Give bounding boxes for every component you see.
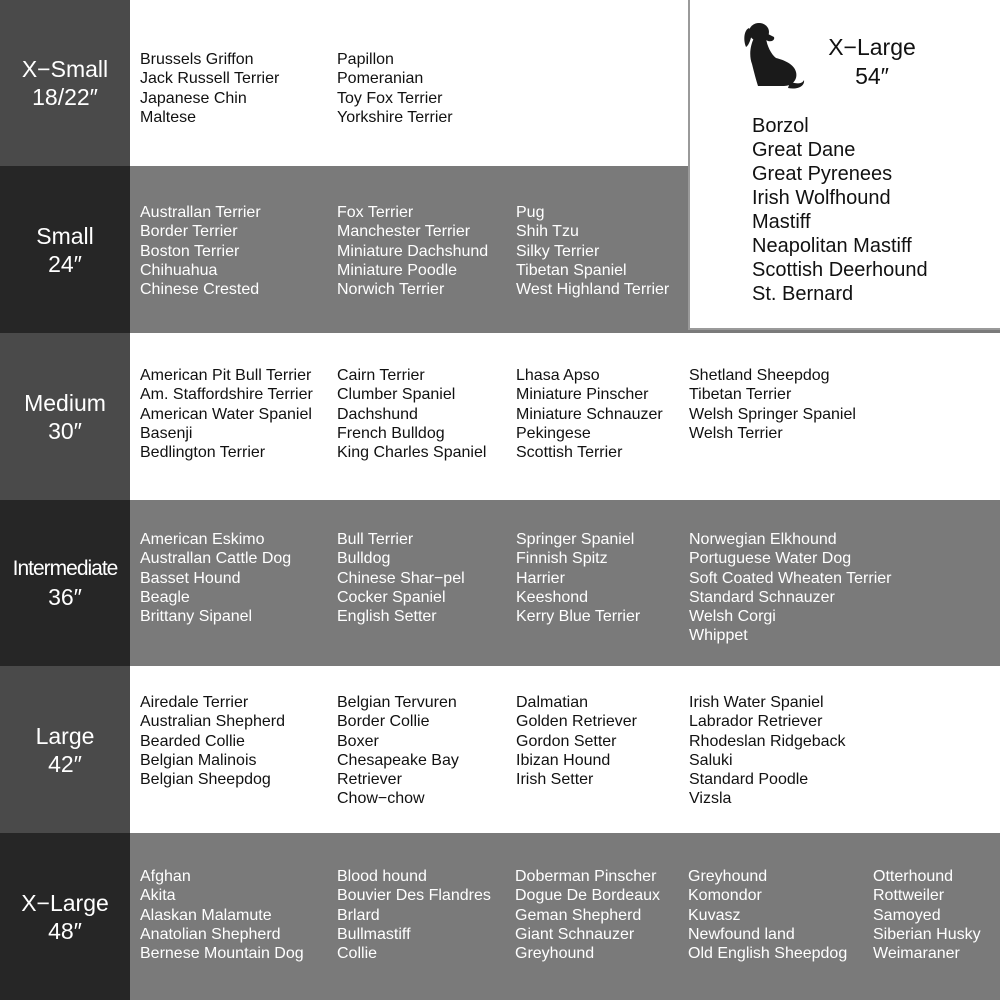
breed-name: Beagle <box>140 588 190 606</box>
breed-name: Miniature Dachshund <box>337 242 489 260</box>
breed-name: Basset Hound <box>140 569 241 587</box>
breed-column <box>337 50 453 127</box>
breed-name: Harrier <box>516 569 565 587</box>
breed-name: American Water Spaniel <box>140 405 312 423</box>
breeds-panel <box>130 500 1000 666</box>
breed-name: St. Bernard <box>752 283 854 305</box>
size-label-cell <box>0 333 130 500</box>
breed-name: Giant Schnauzer <box>515 925 635 943</box>
breed-name: Rottweiler <box>873 887 945 905</box>
breed-column <box>140 693 285 789</box>
breed-name: Welsh Terrier <box>689 424 783 442</box>
breed-name: Cairn Terrier <box>337 367 425 384</box>
size-label-cell <box>0 666 130 833</box>
breed-name: Doberman Pinscher <box>515 868 657 885</box>
size-measure: 42″ <box>48 750 82 777</box>
breed-name: Blood hound <box>337 868 427 885</box>
breed-name: Norwegian Elkhound <box>689 531 837 548</box>
breed-name: Airedale Terrier <box>140 694 249 711</box>
size-measure: 54″ <box>855 63 889 89</box>
breed-name: Newfound land <box>688 925 795 943</box>
size-label-cell <box>0 833 130 1000</box>
breed-name: Portuguese Water Dog <box>689 550 852 568</box>
breed-name: Chinese Crested <box>140 281 260 299</box>
breed-column <box>516 203 669 299</box>
breed-name: Vizsla <box>689 790 732 808</box>
breed-name: Neapolitan Mastiff <box>752 235 912 257</box>
size-measure: 18/22″ <box>32 84 98 110</box>
breed-name: Springer Spaniel <box>516 531 635 548</box>
breed-column <box>140 530 291 626</box>
breed-name: Bearded Collie <box>140 732 245 750</box>
breed-name: Clumber Spaniel <box>337 386 456 404</box>
size-name: X−Small <box>21 56 109 82</box>
breed-name: Golden Retriever <box>516 713 637 731</box>
breed-name: Brittany Sipanel <box>140 608 253 626</box>
breed-name: Maltese <box>140 108 197 126</box>
breed-name: Cocker Spaniel <box>337 588 446 606</box>
breed-name: Australlan Terrier <box>140 204 261 221</box>
breed-name: Chow−chow <box>337 790 425 808</box>
breed-name: Bedlington Terrier <box>140 444 266 462</box>
breed-column <box>337 203 488 299</box>
breed-name: Bullmastiff <box>337 925 411 943</box>
size-label-cell <box>0 500 130 666</box>
breed-name: Standard Poodle <box>689 771 809 789</box>
breed-name: Collie <box>337 945 378 963</box>
breed-name: Pomeranian <box>337 70 424 88</box>
breed-name: Greyhound <box>515 945 595 963</box>
breed-name: Komondor <box>688 887 762 905</box>
breed-name: Ibizan Hound <box>516 751 611 769</box>
breed-name: Welsh Corgi <box>689 608 776 626</box>
size-measure: 48″ <box>48 917 82 944</box>
breed-name: Soft Coated Wheaten Terrier <box>689 569 892 587</box>
breed-name: Standard Schnauzer <box>689 588 835 606</box>
breed-name: Am. Staffordshire Terrier <box>140 386 313 404</box>
breed-name: Silky Terrier <box>516 242 600 260</box>
breeds-panel <box>130 333 1000 500</box>
breed-name: American Eskimo <box>140 531 265 548</box>
breed-name: Bull Terrier <box>337 531 414 548</box>
breed-name: Great Pyrenees <box>752 163 893 185</box>
breed-column <box>140 366 313 462</box>
breed-name: Geman Shepherd <box>515 906 642 924</box>
breed-name: Pekingese <box>516 424 591 442</box>
size-measure: 24″ <box>48 250 82 277</box>
breed-name: Chesapeake Bay <box>337 751 459 769</box>
breed-name: Irish Water Spaniel <box>689 694 824 711</box>
breed-name: Shih Tzu <box>516 223 579 241</box>
breeds-panel <box>130 666 1000 833</box>
breed-name: Saluki <box>689 751 733 769</box>
breed-name: Afghan <box>140 868 191 885</box>
breed-name: Finnish Spitz <box>516 550 608 568</box>
breed-name: American Pit Bull Terrier <box>140 367 312 384</box>
breed-name: Irish Wolfhound <box>752 187 891 209</box>
breed-name: Tibetan Terrier <box>689 386 792 404</box>
xlarge-54-heading <box>802 33 942 91</box>
breed-name: Dogue De Bordeaux <box>515 887 660 905</box>
breed-name: Tibetan Spaniel <box>516 261 627 279</box>
size-measure: 30″ <box>48 417 82 444</box>
breed-column <box>337 366 486 462</box>
breed-name: Bouvier Des Flandres <box>337 887 491 905</box>
breed-name: Anatolian Shepherd <box>140 925 281 943</box>
breed-name: Miniature Pinscher <box>516 386 649 404</box>
size-name: Intermediate <box>12 557 118 580</box>
breed-column <box>516 366 663 462</box>
size-name: Large <box>35 722 95 749</box>
breed-name: Belgian Tervuren <box>337 694 457 711</box>
breed-name: Samoyed <box>873 906 941 924</box>
breed-name: Belgian Malinois <box>140 751 257 769</box>
breed-name: Brussels Griffon <box>140 51 254 68</box>
size-row-intermediate <box>0 500 1000 666</box>
breed-name: Norwich Terrier <box>337 281 445 299</box>
breed-name: Borzol <box>752 115 809 137</box>
breed-column <box>516 530 640 626</box>
breed-name: Keeshond <box>516 588 589 606</box>
breed-column <box>688 867 847 963</box>
breed-name: Shetland Sheepdog <box>689 367 830 384</box>
breed-name: Whippet <box>689 627 748 645</box>
size-row-medium <box>0 333 1000 500</box>
breed-name: Bulldog <box>337 550 391 568</box>
breed-column <box>873 867 981 963</box>
sitting-dog-icon <box>740 20 806 90</box>
breed-name: Chinese Shar−pel <box>337 569 465 587</box>
breed-name: Miniature Schnauzer <box>516 405 663 423</box>
breed-name: Irish Setter <box>516 771 594 789</box>
breed-name: Labrador Retriever <box>689 713 823 731</box>
breed-name: Alaskan Malamute <box>140 906 272 924</box>
breed-column <box>689 366 856 443</box>
breed-name: Gordon Setter <box>516 732 617 750</box>
breed-name: Otterhound <box>873 868 954 885</box>
breed-column <box>337 867 491 963</box>
breed-name: Scottish Terrier <box>516 444 623 462</box>
breed-column <box>689 530 891 646</box>
breed-name: Rhodeslan Ridgeback <box>689 732 846 750</box>
breed-name: Manchester Terrier <box>337 223 471 241</box>
breed-name: Welsh Springer Spaniel <box>689 405 856 423</box>
breed-name: Border Collie <box>337 713 430 731</box>
breed-name: Australlan Cattle Dog <box>140 550 292 568</box>
breed-column <box>689 693 846 809</box>
breed-column <box>140 867 304 963</box>
breed-name: Belgian Sheepdog <box>140 771 271 789</box>
breed-name: French Bulldog <box>337 424 445 442</box>
breed-name: Great Dane <box>752 139 856 161</box>
breed-name: Retriever <box>337 771 402 789</box>
breed-name: Australian Shepherd <box>140 713 285 731</box>
size-name: Medium <box>24 389 106 416</box>
breed-name: Yorkshire Terrier <box>337 108 453 126</box>
breed-name: Bernese Mountain Dog <box>140 945 304 963</box>
breed-column <box>337 693 459 809</box>
breed-name: English Setter <box>337 608 437 626</box>
breed-name: Toy Fox Terrier <box>337 89 443 107</box>
size-row-large <box>0 666 1000 833</box>
breed-name: Miniature Poodle <box>337 261 458 279</box>
size-label-cell <box>0 0 130 166</box>
breed-name: Old English Sheepdog <box>688 945 848 963</box>
breed-column <box>516 693 637 789</box>
breed-name: Siberian Husky <box>873 925 981 943</box>
breed-name: Lhasa Apso <box>516 367 600 384</box>
breed-name: Pug <box>516 204 545 221</box>
breed-name: Fox Terrier <box>337 204 414 221</box>
breed-name: Scottish Deerhound <box>752 259 928 281</box>
breed-name: Boxer <box>337 732 379 750</box>
size-name: X−Large <box>828 34 916 60</box>
breed-name: Kerry Blue Terrier <box>516 608 641 626</box>
size-label-cell <box>0 166 130 333</box>
breed-name: Basenji <box>140 424 193 442</box>
breed-name: Kuvasz <box>688 906 741 924</box>
xlarge-54-box <box>688 0 1000 330</box>
breed-name: Chihuahua <box>140 261 218 279</box>
size-measure: 36″ <box>48 584 82 610</box>
breed-name: Brlard <box>337 906 380 924</box>
breed-name: Weimaraner <box>873 945 960 963</box>
breed-column <box>337 530 465 626</box>
breed-name: Jack Russell Terrier <box>140 70 280 88</box>
breed-name: Papillon <box>337 51 394 68</box>
breed-name: Boston Terrier <box>140 242 240 260</box>
size-name: X−Large <box>21 889 109 916</box>
breed-column <box>140 203 261 299</box>
breed-name: King Charles Spaniel <box>337 444 487 462</box>
breed-name: Japanese Chin <box>140 89 247 107</box>
breed-column <box>140 50 279 127</box>
size-row-x-large <box>0 833 1000 1000</box>
breed-name: Dachshund <box>337 405 418 423</box>
breed-list <box>752 114 928 306</box>
breed-name: Greyhound <box>688 868 768 885</box>
breed-column <box>515 867 660 963</box>
breed-name: Border Terrier <box>140 223 238 241</box>
breed-name: West Highland Terrier <box>516 281 670 299</box>
breed-name: Mastiff <box>752 211 811 233</box>
breeds-panel <box>130 833 1000 1000</box>
size-name: Small <box>36 222 94 249</box>
breed-name: Dalmatian <box>516 694 589 711</box>
breed-name: Akita <box>140 887 176 905</box>
